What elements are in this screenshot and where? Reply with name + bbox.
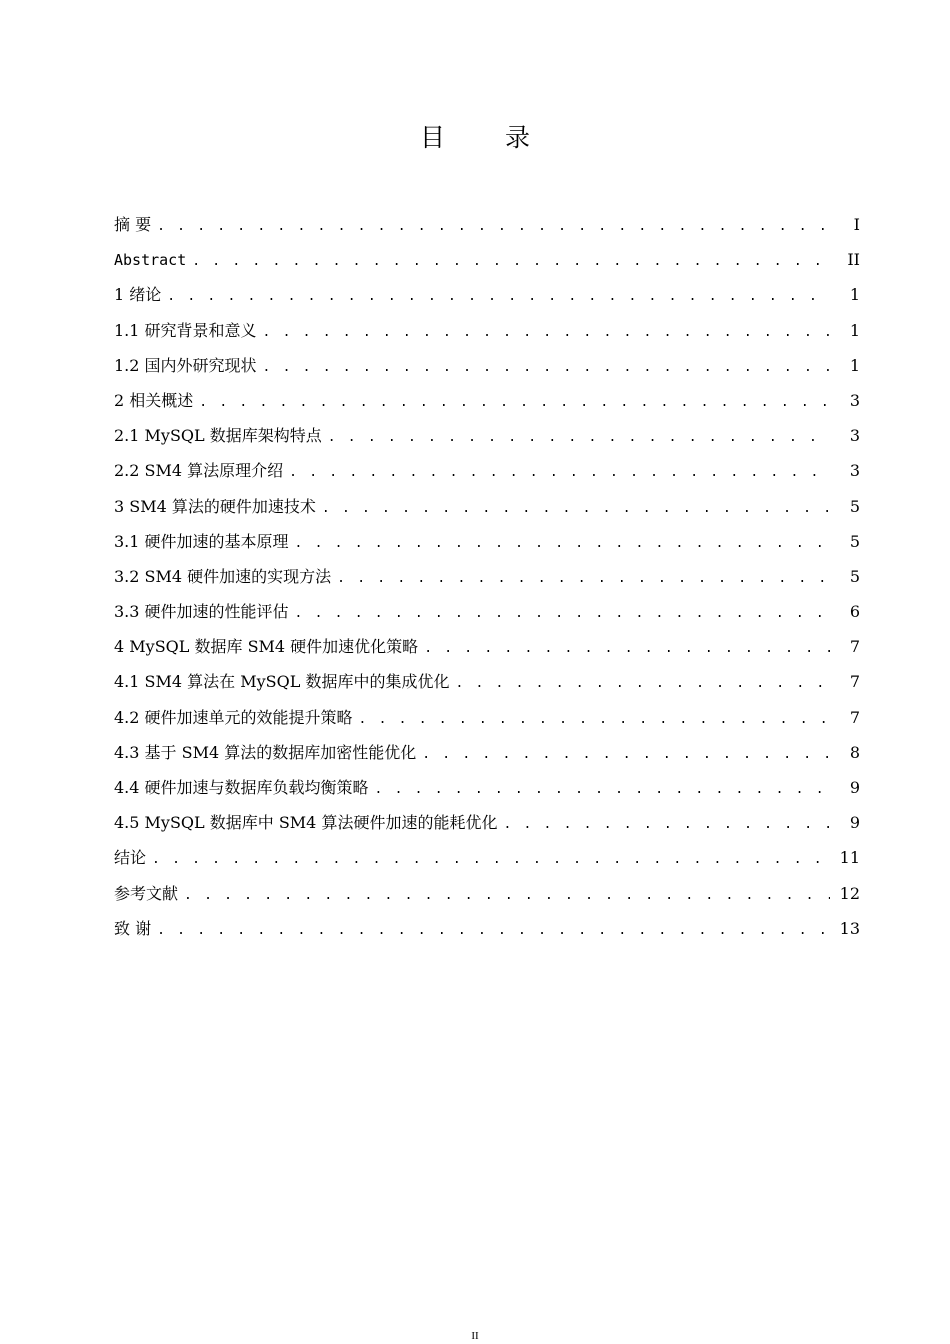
toc-entry-label: 4 MySQL 数据库 SM4 硬件加速优化策略 (114, 637, 419, 657)
toc-dot-leader (455, 666, 830, 701)
toc-entry-label: 4.5 MySQL 数据库中 SM4 算法硬件加速的能耗优化 (114, 813, 498, 833)
toc-entry-chapter-2[interactable] (114, 383, 860, 418)
toc-entry-page: I (853, 215, 860, 234)
toc-entry-page: 9 (849, 778, 860, 797)
toc-entry-page: 3 (849, 390, 860, 410)
toc-entry-section-1-1[interactable] (114, 313, 860, 348)
toc-dot-leader (424, 631, 830, 666)
toc-dot-leader (375, 772, 830, 807)
toc-entry-abstract-en[interactable] (114, 242, 860, 277)
toc-dot-leader (192, 244, 830, 279)
toc-dot-leader (152, 842, 830, 877)
toc-entry-page: 6 (849, 602, 860, 622)
toc-entry-label: 4.2 硬件加速单元的效能提升策略 (114, 707, 353, 727)
toc-dot-leader (199, 385, 830, 420)
toc-entry-chapter-4[interactable] (114, 629, 860, 664)
toc-entry-label: 致 谢 (114, 918, 152, 938)
toc-entry-section-3-1[interactable] (114, 524, 860, 559)
toc-dot-leader (157, 209, 830, 244)
toc-dot-leader (289, 455, 830, 490)
toc-entry-section-4-2[interactable] (114, 700, 860, 735)
toc-dot-leader (503, 807, 830, 842)
toc-entry-page: 5 (849, 531, 860, 551)
toc-entry-label: 3 SM4 算法的硬件加速技术 (114, 496, 316, 516)
toc-entry-references[interactable] (114, 876, 860, 911)
toc-entry-page: 5 (849, 566, 860, 586)
toc-entry-page: 1 (849, 285, 860, 305)
page-number-footer: II (471, 1330, 479, 1342)
toc-entry-section-4-5[interactable] (114, 805, 860, 840)
toc-entry-label: 3.2 SM4 硬件加速的实现方法 (114, 566, 332, 586)
toc-entry-label: 结论 (114, 848, 147, 868)
table-of-contents (114, 207, 860, 946)
toc-entry-label: Abstract (114, 251, 187, 270)
toc-dot-leader (167, 279, 830, 314)
toc-entry-label: 1 绪论 (114, 285, 162, 305)
toc-dot-leader (295, 596, 830, 631)
toc-entry-section-3-2[interactable] (114, 559, 860, 594)
toc-entry-conclusion[interactable] (114, 840, 860, 875)
toc-entry-page: 7 (849, 707, 860, 727)
toc-entry-page: 7 (849, 637, 860, 657)
toc-entry-chapter-3[interactable] (114, 489, 860, 524)
toc-entry-label: 1.1 研究背景和意义 (114, 320, 257, 340)
toc-entry-label: 2.1 MySQL 数据库架构特点 (114, 426, 322, 446)
toc-dot-leader (328, 420, 830, 455)
toc-entry-section-4-3[interactable] (114, 735, 860, 770)
toc-entry-page: 7 (849, 672, 860, 692)
toc-entry-page: 9 (849, 813, 860, 833)
toc-entry-label: 参考文献 (114, 883, 179, 903)
toc-entry-label: 3.1 硬件加速的基本原理 (114, 531, 289, 551)
toc-entry-page: 5 (849, 496, 860, 516)
toc-entry-abstract-cn[interactable] (114, 207, 860, 242)
toc-entry-page: 13 (839, 918, 860, 938)
toc-entry-page: 3 (849, 461, 860, 481)
toc-entry-page: 1 (849, 355, 860, 375)
toc-dot-leader (263, 350, 830, 385)
toc-entry-page: 8 (849, 742, 860, 762)
toc-entry-label: 摘 要 (114, 215, 152, 234)
toc-dot-leader (422, 737, 830, 772)
toc-dot-leader (157, 913, 830, 948)
toc-dot-leader (337, 561, 830, 596)
toc-entry-section-2-2[interactable] (114, 453, 860, 488)
toc-entry-chapter-1[interactable] (114, 277, 860, 312)
toc-entry-section-4-1[interactable] (114, 664, 860, 699)
toc-entry-label: 4.3 基于 SM4 算法的数据库加密性能优化 (114, 742, 417, 762)
toc-entry-label: 2.2 SM4 算法原理介绍 (114, 461, 284, 481)
toc-dot-leader (322, 491, 830, 526)
toc-entry-page: 3 (849, 426, 860, 446)
toc-dot-leader (184, 878, 830, 913)
toc-entry-label: 4.1 SM4 算法在 MySQL 数据库中的集成优化 (114, 672, 450, 692)
toc-entry-label: 3.3 硬件加速的性能评估 (114, 602, 289, 622)
toc-dot-leader (295, 526, 830, 561)
toc-entry-page: 1 (849, 320, 860, 340)
toc-entry-section-1-2[interactable] (114, 348, 860, 383)
toc-entry-label: 1.2 国内外研究现状 (114, 355, 257, 375)
toc-entry-section-3-3[interactable] (114, 594, 860, 629)
toc-dot-leader (263, 315, 830, 350)
toc-dot-leader (359, 702, 830, 737)
toc-entry-page: II (847, 250, 860, 270)
toc-entry-page: 12 (839, 883, 860, 903)
toc-entry-label: 4.4 硬件加速与数据库负载均衡策略 (114, 778, 369, 797)
toc-entry-acknowledgements[interactable] (114, 911, 860, 946)
toc-entry-section-4-4[interactable] (114, 770, 860, 805)
page-title: 目 录 (420, 123, 556, 152)
toc-entry-section-2-1[interactable] (114, 418, 860, 453)
toc-entry-page: 11 (839, 848, 860, 868)
toc-entry-label: 2 相关概述 (114, 390, 194, 410)
